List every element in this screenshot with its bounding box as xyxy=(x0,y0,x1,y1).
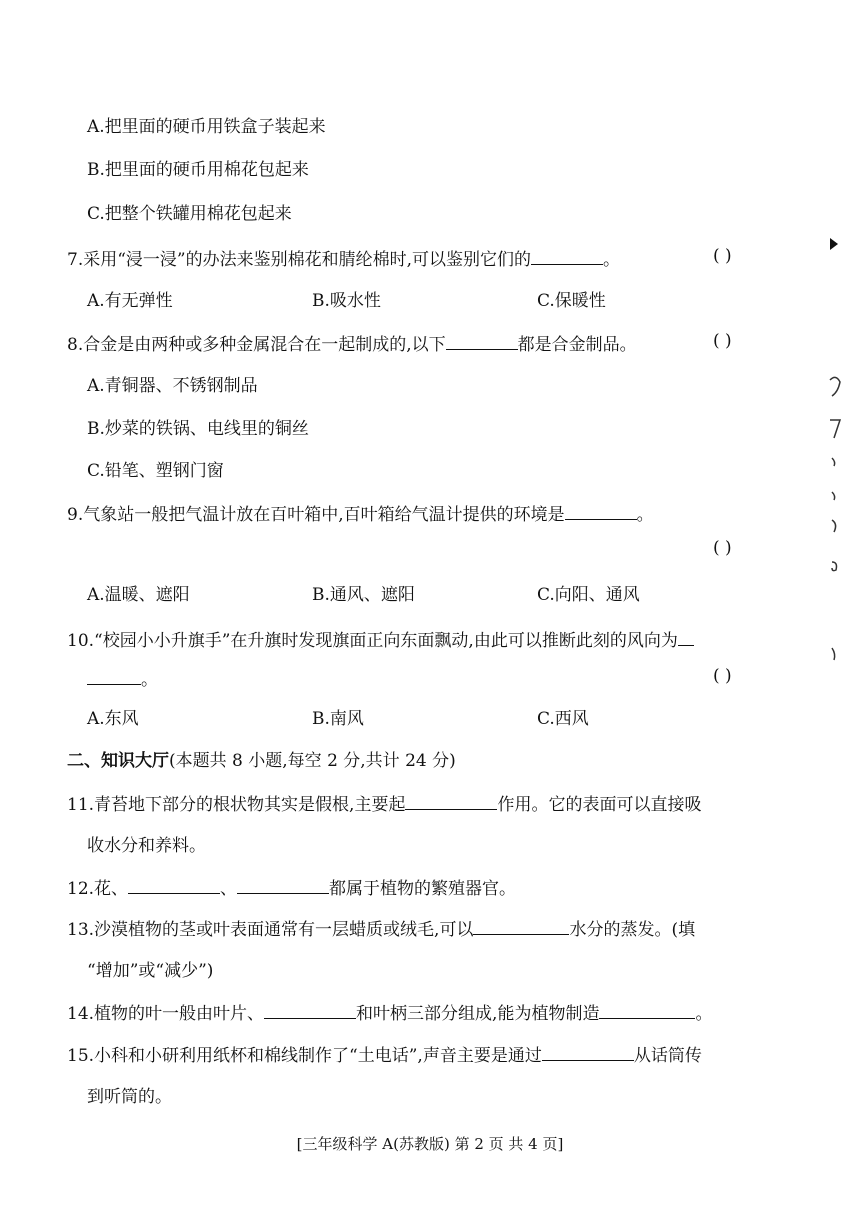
section-2-note: (本题共 8 小题,每空 2 分,共计 24 分) xyxy=(169,751,456,771)
q9-option-b: B.通风、遮阳 xyxy=(312,585,415,605)
q12-text-end: 都属于植物的繁殖器官。 xyxy=(329,879,517,899)
q11-text-end: 作用。它的表面可以直接吸 xyxy=(497,795,702,815)
q9-period: 。 xyxy=(636,505,654,525)
q10-period: 。 xyxy=(141,670,158,690)
q10-option-b: B.南风 xyxy=(312,709,364,729)
q10-option-a: A.东风 xyxy=(87,709,139,729)
q8-answer-paren[interactable]: ( ) xyxy=(713,331,732,351)
question-7 xyxy=(67,246,620,272)
q12-text-start: 12.花、 xyxy=(67,879,129,899)
question-8 xyxy=(67,331,637,357)
q7-answer-blank[interactable] xyxy=(531,246,603,265)
q9-text: 9.气象站一般把气温计放在百叶箱中,百叶箱给气温计提供的环境是 xyxy=(67,505,565,525)
q7-period: 。 xyxy=(603,250,621,270)
q7-option-c: C.保暖性 xyxy=(537,291,606,311)
q9-option-a: A.温暖、遮阳 xyxy=(87,585,190,605)
q9-answer-blank[interactable] xyxy=(565,501,637,520)
question-11 xyxy=(67,791,701,817)
q11-text: 11.青苔地下部分的根状物其实是假根,主要起 xyxy=(67,795,406,815)
question-13 xyxy=(67,916,695,942)
q12-separator: 、 xyxy=(220,879,238,899)
q7-option-b: B.吸水性 xyxy=(312,291,381,311)
question-12 xyxy=(67,875,516,901)
q15-text-end: 从话筒传 xyxy=(633,1046,702,1066)
section-2-heading xyxy=(67,749,456,773)
binding-margin-marks xyxy=(826,230,856,670)
question-14 xyxy=(67,1000,712,1026)
q8-option-c: C.铅笔、塑钢门窗 xyxy=(87,461,224,481)
question-15 xyxy=(67,1042,702,1068)
q13-text-end: 水分的蒸发。(填 xyxy=(569,920,696,940)
q8-answer-blank[interactable] xyxy=(446,331,518,350)
q8-option-b: B.炒菜的铁锅、电线里的铜丝 xyxy=(87,419,309,439)
q13-line2: “增加”或“减少”) xyxy=(87,961,214,981)
q7-text: 7.采用“浸一浸”的办法来鉴别棉花和腈纶棉时,可以鉴别它们的 xyxy=(67,250,532,270)
q15-answer-blank[interactable] xyxy=(542,1042,634,1061)
q10-option-c: C.西风 xyxy=(537,709,589,729)
q11-line2: 收水分和养料。 xyxy=(87,836,206,856)
q9-answer-paren[interactable]: ( ) xyxy=(713,538,732,558)
page-footer: [三年级科学 A(苏教版) 第 2 页 共 4 页] xyxy=(296,1135,564,1153)
q14-period: 。 xyxy=(695,1004,713,1024)
q14-answer-blank-1[interactable] xyxy=(264,1000,356,1019)
q9-option-c: C.向阳、通风 xyxy=(537,585,640,605)
q8-text-end: 都是合金制品。 xyxy=(517,335,637,355)
q13-text: 13.沙漠植物的茎或叶表面通常有一层蜡质或绒毛,可以 xyxy=(67,920,474,940)
q14-answer-blank-2[interactable] xyxy=(599,1000,695,1019)
q6-option-b: B.把里面的硬币用棉花包起来 xyxy=(87,160,309,180)
q15-text: 15.小科和小研利用纸杯和棉线制作了“土电话”,声音主要是通过 xyxy=(67,1046,542,1066)
question-10 xyxy=(67,627,694,653)
q12-answer-blank-1[interactable] xyxy=(128,875,220,894)
section-2-title: 二、知识大厅 xyxy=(67,751,169,771)
q10-text: 10.“校园小小升旗手”在升旗时发现旗面正向东面飘动,由此可以推断此刻的风向为 xyxy=(67,631,678,651)
q10-answer-paren[interactable]: ( ) xyxy=(713,666,732,686)
q6-option-c: C.把整个铁罐用棉花包起来 xyxy=(87,204,292,224)
question-10-line2 xyxy=(87,666,158,692)
q15-line2: 到听筒的。 xyxy=(87,1087,172,1107)
q13-answer-blank[interactable] xyxy=(473,916,569,935)
q10-answer-blank-start[interactable] xyxy=(678,627,694,646)
q8-option-a: A.青铜器、不锈钢制品 xyxy=(87,376,258,396)
q10-answer-blank-end[interactable] xyxy=(87,666,141,685)
q11-answer-blank[interactable] xyxy=(405,791,497,810)
q14-text-start: 14.植物的叶一般由叶片、 xyxy=(67,1004,265,1024)
q6-option-a: A.把里面的硬币用铁盒子装起来 xyxy=(87,117,326,137)
q8-text: 8.合金是由两种或多种金属混合在一起制成的,以下 xyxy=(67,335,446,355)
q7-answer-paren[interactable]: ( ) xyxy=(713,246,732,266)
q14-text-middle: 和叶柄三部分组成,能为植物制造 xyxy=(356,1004,600,1024)
q7-option-a: A.有无弹性 xyxy=(87,291,173,311)
question-9 xyxy=(67,501,654,527)
q12-answer-blank-2[interactable] xyxy=(237,875,329,894)
